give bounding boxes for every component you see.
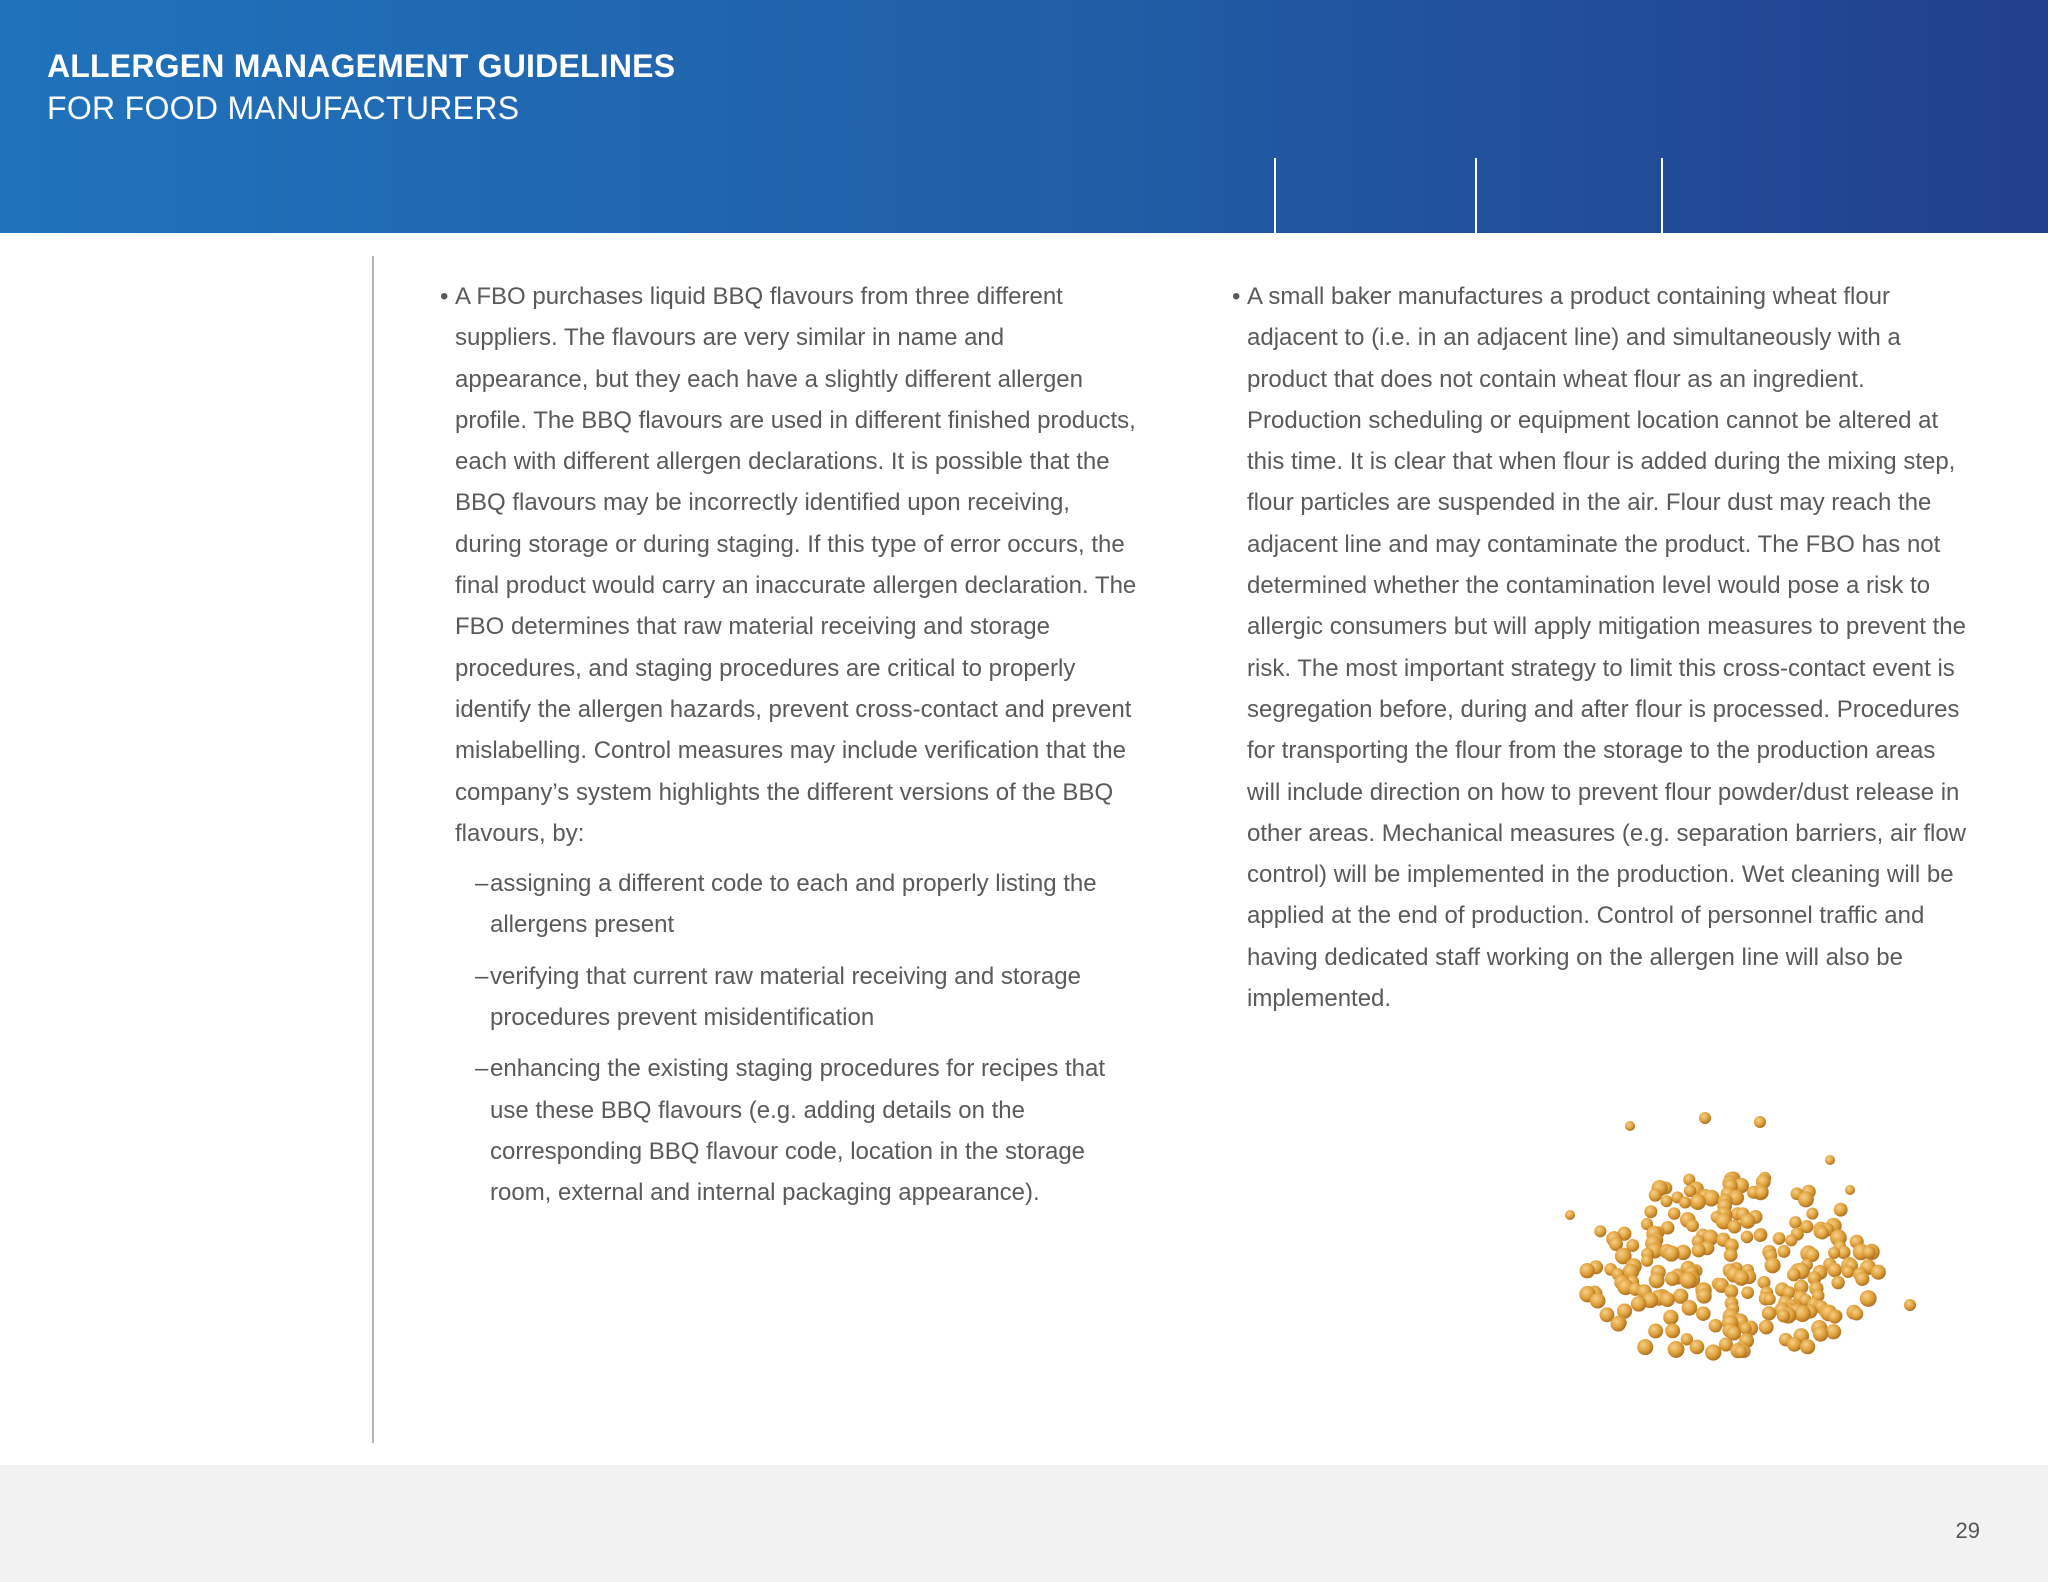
bullet-text: A FBO purchases liquid BBQ flavours from three different suppliers. The flavours are very similar in name and appearance, but they each have a slightly different allergen profile. The BBQ flavours are used in different finished products, each with different allergen declarations. It is possible that the BBQ flavours may be incorrectly identified upon receiving, during storage or during staging. If this type of error occurs, the final product would carry an inaccurate allergen declaration. The FBO determines that raw material receiving and storage procedures, and staging procedures are critical to properly identify the allergen hazards, prevent cross-contact and prevent mislabelling. Control measures may include verification that the company’s system highlights the different versions of the BBQ flavours, by: [455, 283, 1137, 847]
mustard-seed [1660, 1195, 1672, 1207]
mustard-seed [1787, 1268, 1800, 1281]
dash-marker: – [475, 962, 489, 990]
mustard-seed [1668, 1341, 1685, 1358]
mustard-seed [1648, 1324, 1663, 1339]
mustard-seed [1860, 1290, 1877, 1307]
list-item-text: assigning a different code to each and properly listing the allergens present [490, 870, 1097, 939]
mustard-seed [1862, 1246, 1875, 1259]
mustard-seed [1690, 1340, 1705, 1355]
mustard-seed [1663, 1310, 1678, 1325]
mustard-seed [1679, 1196, 1691, 1208]
mustard-seed [1565, 1210, 1575, 1220]
mustard-seed [1590, 1293, 1606, 1309]
mustard-seed [1665, 1323, 1680, 1338]
mustard-seed [1709, 1319, 1723, 1333]
mustard-seed [1773, 1232, 1786, 1245]
mustard-seed [1734, 1345, 1747, 1358]
mustard-seed [1637, 1339, 1653, 1355]
example-wheat-flour [1232, 276, 1972, 1019]
mustard-seed [1682, 1300, 1698, 1316]
mustard-seed [1696, 1306, 1711, 1321]
mustard-seed [1580, 1263, 1595, 1278]
mustard-seed [1831, 1276, 1844, 1289]
dash-marker: – [475, 870, 489, 898]
mustard-seed [1850, 1307, 1863, 1320]
mustard-seed [1741, 1286, 1754, 1299]
mustard-seed [1733, 1270, 1749, 1286]
mustard-seed [1828, 1263, 1842, 1277]
mustard-seed [1764, 1257, 1780, 1273]
mustard-seed [1692, 1243, 1706, 1257]
page-header [0, 0, 2048, 233]
mustard-seed [1699, 1112, 1711, 1124]
header-divider [1274, 158, 1276, 233]
mustard-seed [1665, 1272, 1679, 1286]
dash-marker: – [475, 1055, 489, 1083]
mustard-seed [1754, 1116, 1766, 1128]
mustard-seed [1828, 1247, 1840, 1259]
example-bbq-flavours [440, 276, 1140, 854]
mustard-seed [1649, 1189, 1662, 1202]
mustard-seed [1594, 1225, 1606, 1237]
mustard-seed [1754, 1230, 1766, 1242]
mustard-seed [1686, 1219, 1699, 1232]
list-item-text: verifying that current raw material receiving and storage procedures prevent misidentification [490, 962, 1081, 1032]
mustard-seed [1705, 1344, 1721, 1360]
mustard-seed [1806, 1208, 1818, 1220]
mustard-seed [1668, 1207, 1680, 1219]
mustard-seed [1764, 1293, 1776, 1305]
mustard-seed [1825, 1155, 1835, 1165]
page-footer [0, 1465, 2048, 1582]
mustard-seed [1777, 1245, 1790, 1258]
mustard-seed [1690, 1194, 1706, 1210]
mustard-seed [1789, 1216, 1801, 1228]
vertical-rule [372, 256, 374, 1443]
list-item [440, 863, 1140, 946]
list-item [440, 1048, 1140, 1213]
mustard-seed [1755, 1186, 1768, 1199]
mustard-seed [1740, 1322, 1752, 1334]
mustard-seed [1759, 1320, 1774, 1335]
mustard-seed [1724, 1248, 1738, 1262]
mustard-seed [1649, 1272, 1665, 1288]
mustard-seed [1611, 1316, 1627, 1332]
mustard-seed [1855, 1272, 1869, 1286]
mustard-seed [1798, 1191, 1814, 1207]
header-divider [1475, 158, 1477, 233]
mustard-seed [1777, 1309, 1790, 1322]
mustard-seed [1871, 1265, 1886, 1280]
list-item-text: enhancing the existing staging procedures for recipes that use these BBQ flavours (e.g. adding details on the corresponding BBQ flavour code, location in the storage room, external and internal packaging appearance). [490, 1055, 1106, 1207]
mustard-seed [1660, 1292, 1675, 1307]
document-title: ALLERGEN MANAGEMENT GUIDELINES [47, 48, 676, 84]
document-subtitle: FOR FOOD MANUFACTURERS [47, 90, 520, 126]
bullet-text: A small baker manufactures a product containing wheat flour adjacent to (i.e. in an adjacent line) and simultaneously with a product that does not contain wheat flour as an ingredient. Production scheduling or equipment location cannot be altered at this time. It is clear that when flour is added during the mixing step, flour particles are suspended in the air. Flour dust may reach the adjacent line and may contaminate the product. The FBO has not determined whether the contamination level would pose a risk to allergic consumers but will apply mitigation measures to prevent the risk. The most important strategy to limit this cross-contact event is segregation before, during and after flour is processed. Procedures for transporting the flour from the storage to the production areas will include direction on how to prevent flour powder/dust release in other areas. Mechanical measures (e.g. separation barriers, air flow control) will be implemented in the production. Wet cleaning will be applied at the end of production. Control of personnel traffic and having dedicated staff working on the allergen line will also be implemented. [1247, 283, 1967, 1013]
mustard-seed [1741, 1231, 1754, 1244]
mustard-seeds-image [1530, 1100, 1930, 1400]
mustard-seed [1794, 1305, 1811, 1322]
mustard-seed [1663, 1245, 1679, 1261]
mustard-seed [1787, 1337, 1802, 1352]
left-column [440, 276, 1140, 1224]
mustard-seed [1696, 1288, 1711, 1303]
mustard-seed [1680, 1272, 1697, 1289]
mustard-seed [1762, 1306, 1776, 1320]
list-item [440, 956, 1140, 1039]
header-divider [1661, 158, 1663, 233]
mustard-seed [1845, 1185, 1855, 1195]
mustard-seed [1826, 1324, 1841, 1339]
right-column [1232, 276, 1972, 1019]
mustard-seed [1842, 1265, 1854, 1277]
mustard-seed [1813, 1326, 1828, 1341]
mustard-seed [1800, 1339, 1815, 1354]
mustard-seed [1625, 1121, 1635, 1131]
mustard-seed [1785, 1234, 1797, 1246]
mustard-seed [1828, 1310, 1841, 1323]
mustard-seed [1724, 1285, 1738, 1299]
mustard-seed [1631, 1296, 1647, 1312]
bullet-marker: • [1232, 283, 1241, 310]
mustard-seed [1728, 1220, 1742, 1234]
mustard-seed [1904, 1299, 1916, 1311]
mustard-seed [1816, 1226, 1829, 1239]
mustard-seed [1644, 1205, 1657, 1218]
page-number: 29 [1955, 1518, 1980, 1543]
bullet-marker: • [440, 283, 449, 310]
mustard-seed [1641, 1255, 1653, 1267]
mustard-seed [1834, 1203, 1848, 1217]
measures-list [440, 863, 1140, 1213]
mustard-seed [1740, 1213, 1755, 1228]
